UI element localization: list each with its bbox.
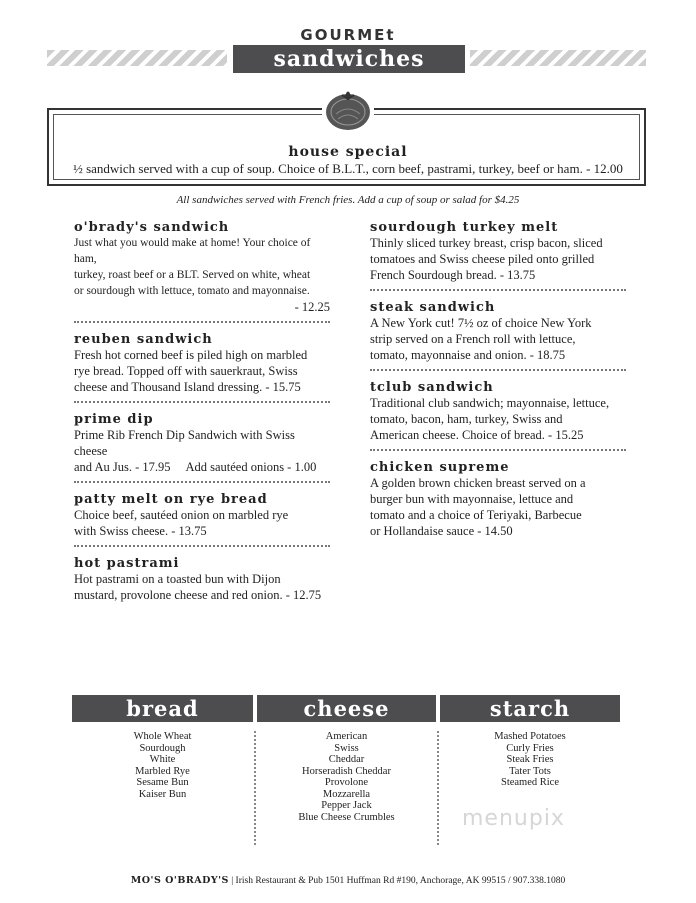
item-line: tomatoes and Swiss cheese piled onto grilled [370, 252, 595, 266]
list-item: Blue Cheese Crumbles [298, 811, 395, 823]
item-line: A New York cut! 7½ oz of choice New York [370, 316, 592, 330]
menu-item [370, 460, 626, 539]
column-divider [437, 731, 439, 845]
column-divider [254, 731, 256, 845]
item-line: or Hollandaise sauce - 14.50 [370, 524, 513, 538]
item-line: tomato, bacon, ham, turkey, Swiss and [370, 412, 563, 426]
sides-note: All sandwiches served with French fries. Add a cup of soup or salad for $4.25 [176, 194, 520, 206]
list-item: Steak Fries [506, 754, 554, 765]
item-line: turkey, roast beef or a BLT. Served on white, wheat [74, 269, 311, 281]
left-decorative-stripe [47, 50, 227, 66]
menu-item [370, 300, 626, 363]
menu-item [74, 412, 330, 475]
item-line: Choice beef, sautéed onion on marbled rye [74, 508, 289, 522]
divider [370, 449, 626, 451]
item-line: tomato and a choice of Teriyaki, Barbecue [370, 508, 582, 522]
item-line: mustard, provolone cheese and red onion. - 12.75 [74, 588, 322, 602]
starch-header: starch [440, 695, 620, 722]
list-item: Mashed Potatoes [494, 731, 566, 742]
right-decorative-stripe [470, 50, 646, 66]
list-item: Sourdough [139, 742, 186, 754]
item-line: or sourdough with lettuce, tomato and mayonnaise. [74, 285, 310, 297]
bread-header: bread [72, 695, 253, 722]
list-item: Steamed Rice [500, 777, 560, 788]
item-title: hot pastrami [74, 556, 180, 571]
right-menu-column [370, 220, 626, 539]
tomato-logo-icon [322, 86, 374, 132]
list-item: Swiss [334, 742, 359, 754]
list-item: White [149, 754, 176, 765]
item-line: American cheese. Choice of bread. - 15.25 [370, 428, 584, 442]
footer [0, 875, 696, 886]
list-item: Whole Wheat [133, 731, 192, 742]
item-line: Fresh hot corned beef is piled high on marbled [74, 348, 308, 362]
list-item: Curly Fries [506, 742, 554, 754]
divider [74, 401, 330, 403]
item-line: rye bread. Topped off with sauerkraut, Swiss [74, 364, 298, 378]
divider [370, 369, 626, 371]
list-item: Mozzarella [322, 788, 371, 800]
item-title: prime dip [74, 412, 154, 427]
menu-item [74, 332, 330, 395]
item-line: burger bun with mayonnaise, lettuce and [370, 492, 574, 506]
item-line: Thinly sliced turkey breast, crisp bacon, sliced [370, 236, 603, 250]
divider [74, 545, 330, 547]
left-menu-column [74, 220, 330, 603]
item-line: tomato, mayonnaise and onion. - 18.75 [370, 348, 566, 362]
list-item: Provolone [324, 777, 369, 788]
menu-item [370, 380, 626, 443]
list-item: American [325, 731, 368, 742]
menu-item [74, 556, 330, 603]
cheese-header: cheese [257, 695, 436, 722]
divider [74, 481, 330, 483]
item-title: chicken supreme [370, 460, 510, 475]
item-line: Traditional club sandwich; mayonnaise, lettuce, [370, 396, 610, 410]
item-line: French Sourdough bread. - 13.75 [370, 268, 536, 282]
divider [370, 289, 626, 291]
item-title: patty melt on rye bread [74, 492, 268, 507]
menu-item [370, 220, 626, 283]
item-line: cheese and Thousand Island dressing. - 15.75 [74, 380, 301, 394]
watermark: menupix [462, 806, 565, 831]
item-line: A golden brown chicken breast served on a [370, 476, 586, 490]
item-title: steak sandwich [370, 300, 496, 315]
item-line: Just what you would make at home! Your choice of ham, [74, 237, 311, 265]
list-item: Marbled Rye [135, 765, 190, 777]
item-line: with Swiss cheese. - 13.75 [74, 524, 207, 538]
bread-options [72, 731, 253, 800]
page-title: sandwiches [233, 45, 465, 73]
list-item: Horseradish Cheddar [302, 765, 391, 777]
menu-item [74, 492, 330, 539]
item-line: Hot pastrami on a toasted bun with Dijon [74, 572, 281, 586]
item-line: strip served on a French roll with lettuce, [370, 332, 576, 346]
house-special-title: house special [288, 144, 408, 160]
item-title: sourdough turkey melt [370, 220, 559, 235]
item-title: o'brady's sandwich [74, 220, 230, 235]
item-price: - 12.25 [294, 300, 330, 314]
starch-options [440, 731, 620, 789]
cheese-options [257, 731, 436, 823]
list-item: Tater Tots [509, 765, 551, 777]
footer-name: MO'S O'BRADY'S [130, 875, 229, 886]
header-subtitle: GOURMEt [300, 26, 396, 44]
list-item: Sesame Bun [136, 777, 189, 788]
list-item: Pepper Jack [321, 800, 372, 811]
item-title: tclub sandwich [370, 380, 494, 395]
item-title: reuben sandwich [74, 332, 213, 347]
item-line: and Au Jus. - 17.95 Add sautéed onions - 1.00 [74, 460, 317, 474]
footer-details: | Irish Restaurant & Pub 1501 Huffman Rd #190, Anchorage, AK 99515 / 907.338.1080 [228, 876, 566, 886]
divider [74, 321, 330, 323]
menu-item [74, 220, 330, 315]
house-special-description: ½ sandwich served with a cup of soup. Choice of B.L.T., corn beef, pastrami, turkey, beef or ham. - 12.00 [73, 161, 623, 176]
list-item: Cheddar [328, 754, 365, 765]
list-item: Kaiser Bun [138, 788, 187, 800]
item-line: Prime Rib French Dip Sandwich with Swiss cheese [74, 428, 295, 458]
